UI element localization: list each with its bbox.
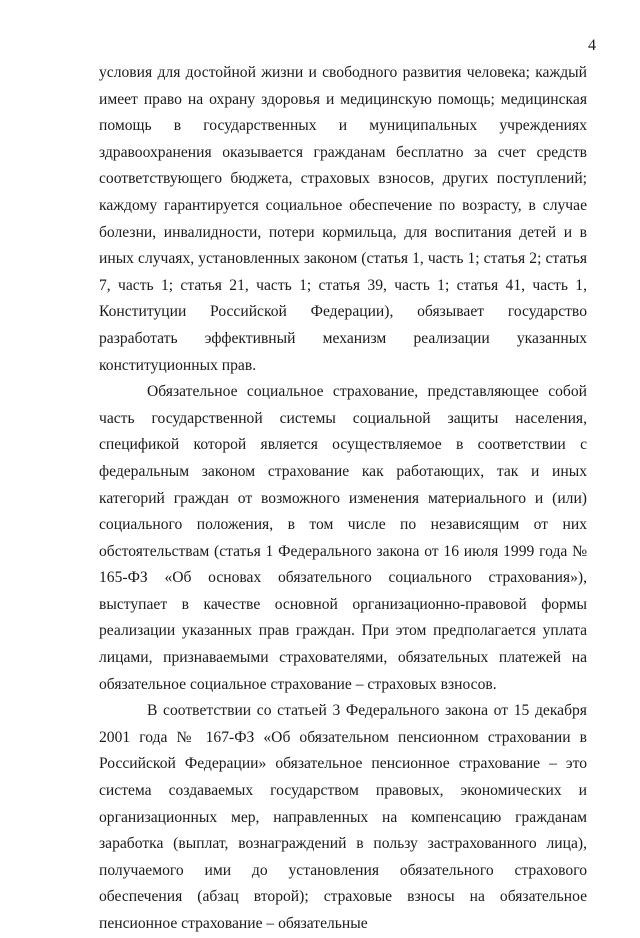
page-number: 4 (588, 37, 596, 54)
paragraph-3: В соответствии со статьей 3 Федерального закона от 15 декабря 2001 года № 167-ФЗ «Об обязательном пенсионном страховании в Российской Федерации» обязательное пенсионное страхование – это система создаваемых государством правовых, экономических и организационных мер, направленных на компенсацию гражданам заработка (выплат, вознаграждений в пользу застрахованного лица), получаемого ими до установления обязательного страхового обеспечения (абзац второй); страховые взносы на обязательное пенсионное страхование – обязательные (99, 702, 587, 932)
paragraph-2: Обязательное социальное страхование, представляющее собой часть государственной системы социальной защиты населения, спецификой которой является осуществляемое в соответствии с федеральным законом страхование как работающих, так и иных категорий граждан от возможного изменения материального и (или) социального положения, в том числе по независящим от них обстоятельствам (статья 1 Федерального закона от 16 июля 1999 года № 165-ФЗ «Об основах обязательного социального страхования»), выступает в качестве основной организационно-правовой формы реализации указанных прав граждан. При этом предполагается уплата лицами, признаваемыми страхователями, обязательных платежей на обязательное социальное страхование – страховых взносов. (99, 383, 587, 693)
paragraph-1: условия для достойной жизни и свободного развития человека; каждый имеет право на охрану здоровья и медицинскую помощь; медицинская помощь в государственных и муниципальных учреждениях здравоохранения оказывается гражданам бесплатно за счет средств соответствующего бюджета, страховых взносов, других поступлений; каждому гарантируется социальное обеспечение по возрасту, в случае болезни, инвалидности, потери кормильца, для воспитания детей и в иных случаях, установленных законом (статья 1, часть 1; статья 2; статья 7, часть 1; статья 21, часть 1; статья 39, часть 1; статья 41, часть 1, Конституции Российской Федерации), обязывает государство разработать эффективный механизм реализации указанных конституционных прав. (99, 64, 587, 374)
document-body (99, 60, 587, 938)
